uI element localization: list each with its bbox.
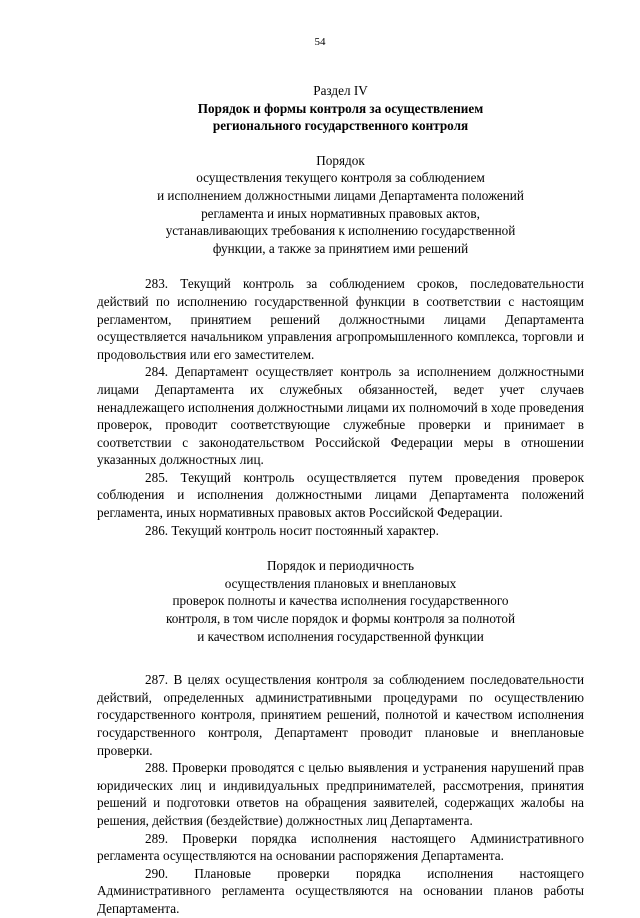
heading-line: Порядок xyxy=(316,152,365,168)
heading-line: контроля, в том числе порядок и формы контроля за полнотой xyxy=(165,611,516,627)
page-number: 54 xyxy=(314,36,326,48)
heading-line: устанавливающих требования к исполнению государственной xyxy=(165,223,516,239)
heading-line: функции, а также за принятием ими решений xyxy=(212,240,469,256)
subsection-heading-current-control xyxy=(97,152,584,258)
heading-line: и исполнением должностными лицами Департамента положений xyxy=(157,187,524,203)
paragraph-289: 289. Проверки порядка исполнения настоящего Административного регламента осуществляются на основании распоряжения Департамента. xyxy=(97,830,584,864)
section-label: Раздел IV xyxy=(313,83,368,98)
section-heading xyxy=(97,82,584,135)
heading-line: регламента и иных нормативных правовых актов, xyxy=(201,205,480,221)
heading-line: проверок полноты и качества исполнения государственного xyxy=(172,593,509,609)
paragraph-284: 284. Департамент осуществляет контроль за исполнением должностными лицами Департамента их служебных обязанностей, ведет учет случаев ненадлежащего исполнения должностными лицами их полномочий в ходе проведения проверок, проводит соответствующие служебные проверки и принимает в соответствии с законодательством Российской Федерации меры в отношении указанных должностных лиц. xyxy=(97,364,584,468)
paragraph-287: 287. В целях осуществления контроля за соблюдением последовательности действий, определенных административными процедурами по осуществлению государственного контроля, принятием решений, полнотой и качеством исполнения государственного контроля, Департамент проводит плановые и внеплановые проверки. xyxy=(97,672,584,758)
document-body xyxy=(97,82,584,918)
section-title-line: регионального государственного контроля xyxy=(212,118,469,134)
paragraph-285: 285. Текущий контроль осуществляется путем проведения проверок соблюдения и исполнения должностными лицами Департамента положений регламента, иных нормативных правовых актов Российской Федерации. xyxy=(97,469,584,521)
paragraph-283: 283. Текущий контроль за соблюдением сроков, последовательности действий по исполнению государственной функции в соответствии с настоящим регламентом, принятием решений должностными лицами Департамента осуществляется начальником управления агропромышленного комплекса, торговли и продовольствия или его заместителем. xyxy=(97,276,584,362)
paragraph-288: 288. Проверки проводятся с целью выявления и устранения нарушений прав юридических лиц и индивидуальных предпринимателей, рассмотрения, принятия решений и подготовки ответов на обращения заявителей, содержащих жалобы на решения, действия (бездействие) должностных лиц Департамента. xyxy=(97,760,584,828)
heading-line: осуществления плановых и внеплановых xyxy=(224,575,457,591)
paragraph-286: 286. Текущий контроль носит постоянный характер. xyxy=(145,522,439,538)
paragraph-290: 290. Плановые проверки порядка исполнения настоящего Административного регламента осуществляются на основании планов работы Департамента. xyxy=(97,865,584,916)
heading-line: Порядок и периодичность xyxy=(267,558,414,574)
section-title-line: Порядок и формы контроля за осуществлением xyxy=(197,100,484,116)
heading-line: и качеством исполнения государственной функции xyxy=(197,628,484,644)
heading-line: осуществления текущего контроля за соблюдением xyxy=(196,170,485,186)
subsection-heading-inspections xyxy=(97,557,584,645)
